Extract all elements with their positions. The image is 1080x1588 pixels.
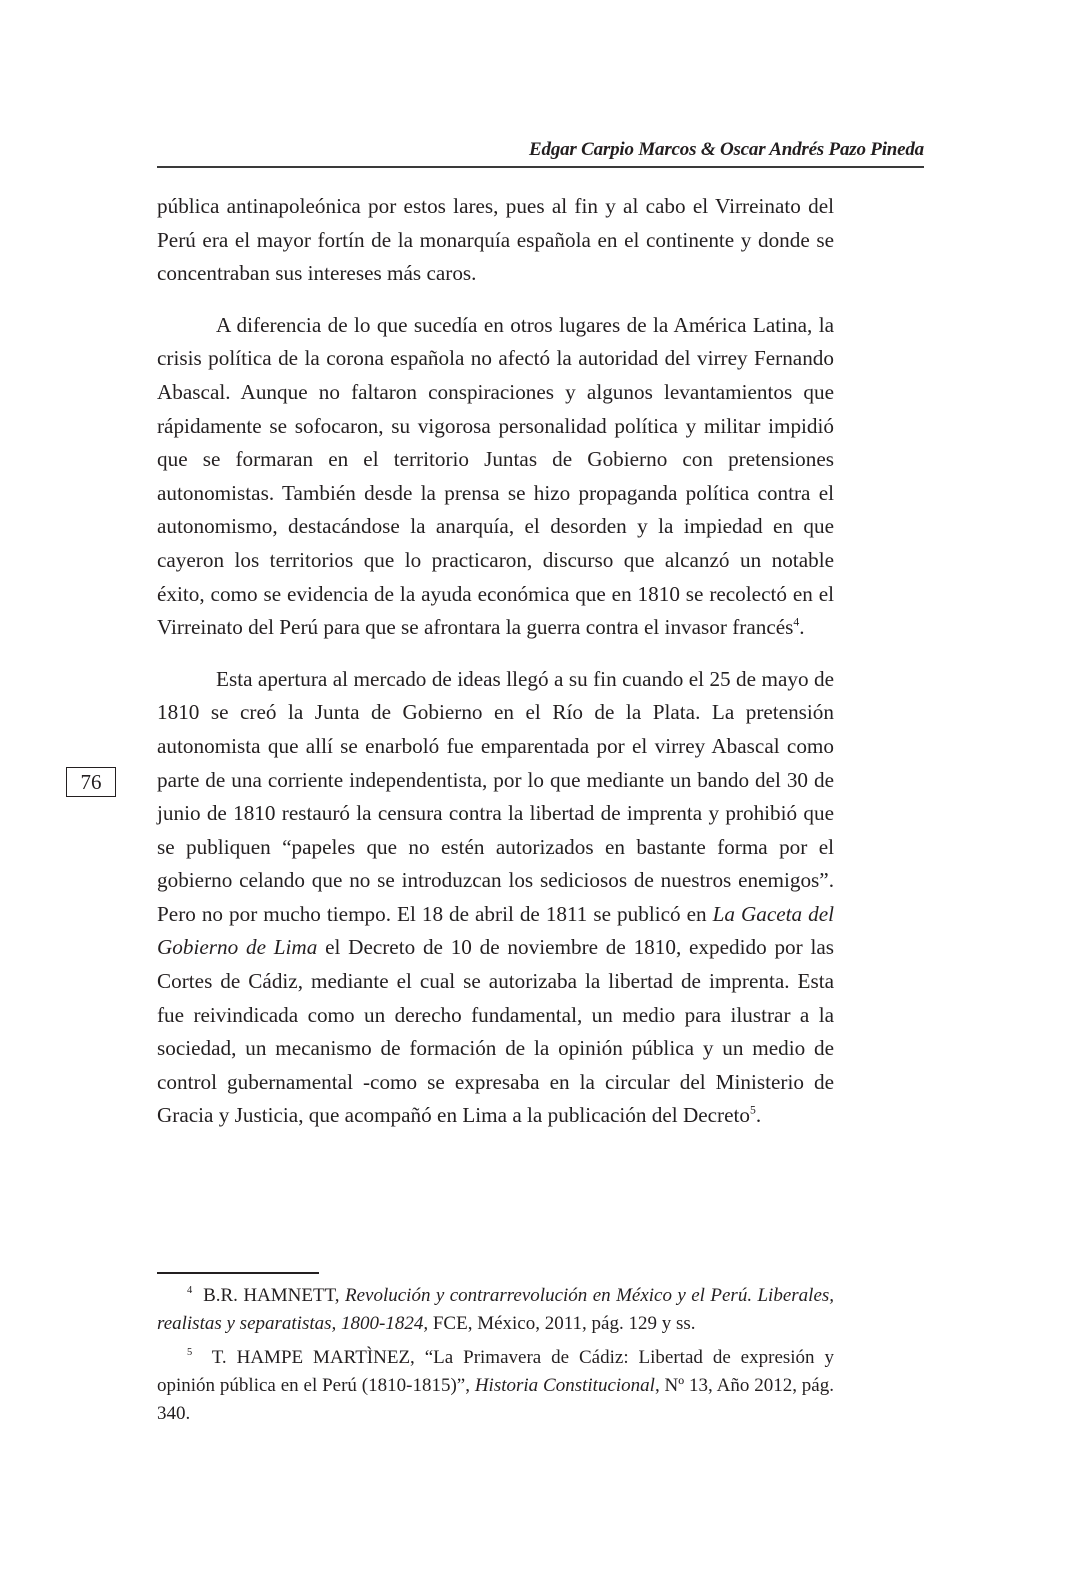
footnote-rule	[157, 1272, 319, 1274]
paragraph-text: A diferencia de lo que sucedía en otros lugares de la América Latina, la crisis política de la corona española no afectó la autoridad del virrey Fernando Abascal. Aunque no faltaron conspiraciones y algunos levantamientos que rápidamente se sofocaron, su vigorosa personalidad política y militar impidió que se formaran en el territorio Juntas de Gobierno con pretensiones autonomistas. También desde la prensa se hizo propaganda política contra el autonomismo, destacándose la anarquía, el desorden y la impiedad en que cayeron los territorios que lo practicaron, discurso que alcanzó un notable éxito, como se evidencia de la ayuda económica que en 1810 se recolectó en el Virreinato del Perú para que se afrontara la guerra contra el invasor francés	[157, 312, 834, 640]
footnote-number: 4	[187, 1285, 193, 1297]
paragraph-text: el Decreto de 10 de noviembre de 1810, expedido por las Cortes de Cádiz, mediante el cual se autorizaba la libertad de imprenta. Esta fue reivindicada como un derecho fundamental, un medio para ilustrar a la sociedad, un mecanismo de formación de la opinión pública y un medio de control gubernamental -como se expresaba en la circular del Ministerio de Gracia y Justicia, que acompañó en Lima a la publicación del Decreto	[157, 935, 834, 1128]
paragraph-text: pública antinapoleónica por estos lares, pues al fin y al cabo el Virreinato del Perú era el mayor fortín de la monarquía española en el continente y donde se concentraban sus intereses más caros.	[157, 194, 834, 286]
paragraph-end: .	[755, 1103, 762, 1128]
page-number: 76	[66, 767, 116, 797]
footnote-ref-4[interactable]: 4	[793, 615, 800, 629]
footnote-title: Historia Constitucional	[474, 1375, 655, 1396]
paragraph-text: Esta apertura al mercado de ideas llegó a su fin cuando el 25 de mayo de 1810 se creó la Junta de Gobierno en el Río de la Plata. La pretensión autonomista que allí se enarboló fue emparentada por el virrey Abascal como parte de una corriente independentista, por lo que mediante un bando del 30 de junio de 1810 restauró la censura contra la libertad de imprenta y prohibió que se publiquen “papeles que no estén autorizados en bastante forma por el gobierno celando que no se introduzcan los sediciosos de nuestros enemigos”. Pero no por mucho tiempo. El 18 de abril de 1811 se publicó en	[157, 666, 834, 926]
header-rule	[157, 166, 924, 168]
paragraph-1	[157, 190, 834, 291]
footnote-rest: FCE, México, 2011, pág. 129 y ss.	[428, 1313, 696, 1334]
paragraph-end: .	[799, 615, 805, 640]
footnote-5	[157, 1344, 834, 1428]
footnotes	[157, 1282, 834, 1428]
running-header: Edgar Carpio Marcos & Oscar Andrés Pazo Pineda	[529, 139, 924, 160]
footnote-4	[157, 1282, 834, 1338]
body-text	[157, 190, 834, 1133]
italic-publication-title: La Gaceta del Gobierno de Lima	[157, 901, 835, 960]
footnote-title: Revolución y contrarrevolución en México y el Perú. Liberales, realistas y separatistas, 1800-1824,	[157, 1285, 835, 1334]
footnote-author: B.R. HAMNETT,	[203, 1285, 345, 1306]
paragraph-2	[157, 309, 834, 645]
footnote-rest: , Nº 13, Año 2012, pág. 340.	[157, 1375, 834, 1424]
footnote-author: T. HAMPE MARTÌNEZ, “La Primavera de Cádiz: Libertad de expresión y opinión pública en el Perú (1810-1815)”,	[157, 1347, 834, 1396]
paragraph-3	[157, 663, 834, 1133]
footnote-number: 5	[187, 1347, 193, 1359]
footnote-ref-5[interactable]: 5	[750, 1103, 756, 1117]
